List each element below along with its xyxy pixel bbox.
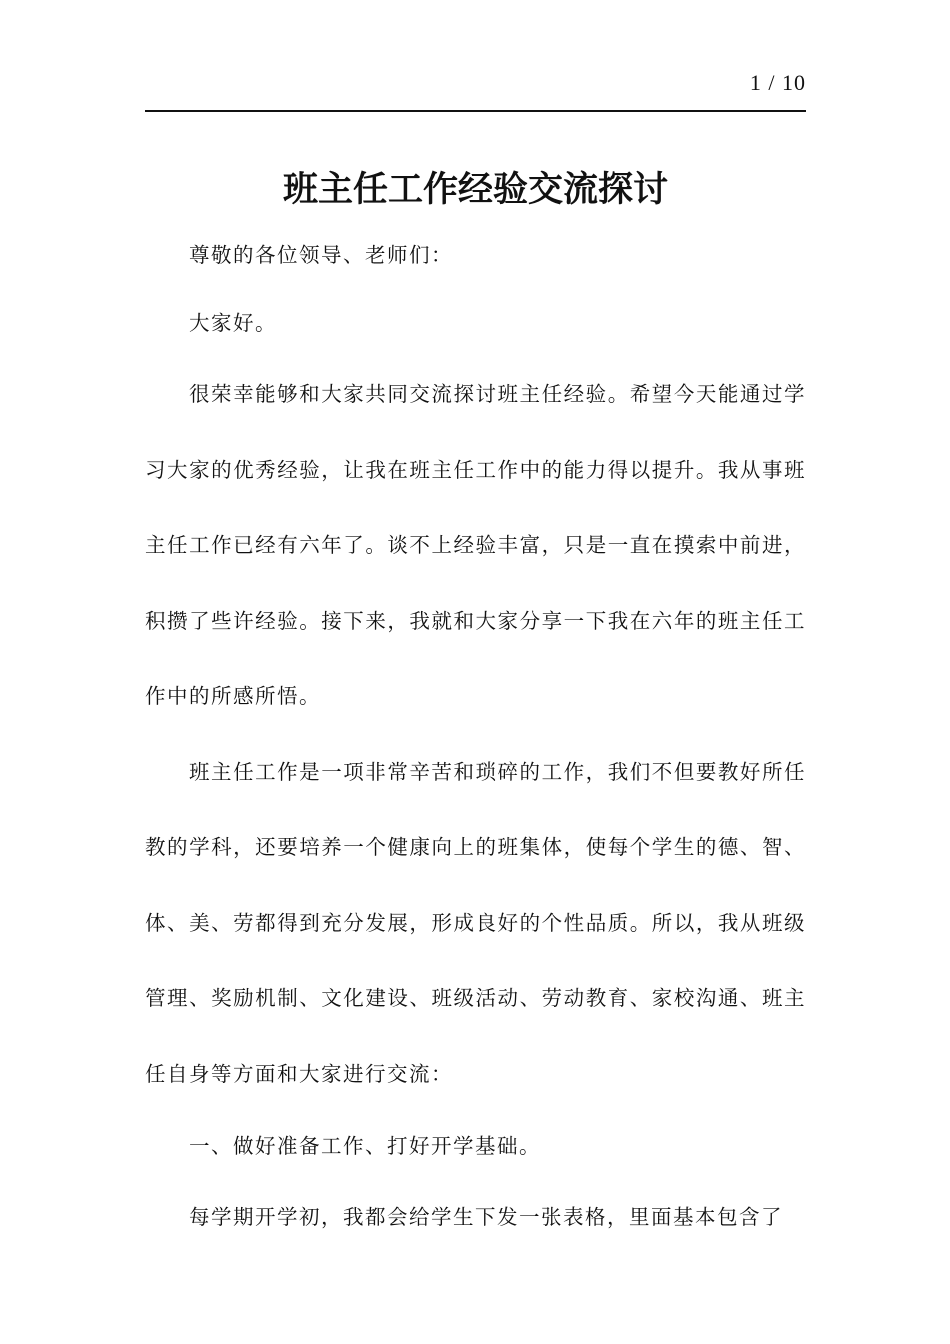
- document-body: [145, 221, 806, 1256]
- body-paragraph: 班主任工作是一项非常辛苦和琐碎的工作，我们不但要教好所任教的学科，还要培养一个健康向上的班集体，使每个学生的德、智、体、美、劳都得到充分发展，形成良好的个性品质。所以，我从班级管理、奖励机制、文化建设、班级活动、劳动教育、家校沟通、班主任自身等方面和大家进行交流：: [145, 759, 806, 1086]
- page-number: 1 / 10: [749, 70, 806, 95]
- section-heading: 一、做好准备工作、打好开学基础。: [189, 1134, 541, 1158]
- body-paragraph: 每学期开学初，我都会给学生下发一张表格，里面基本包含了: [189, 1205, 783, 1229]
- body-paragraph: 很荣幸能够和大家共同交流探讨班主任经验。希望今天能通过学习大家的优秀经验，让我在班主任工作中的能力得以提升。我从事班主任工作已经有六年了。谈不上经验丰富，只是一直在摸索中前进，积攒了些许经验。接下来，我就和大家分享一下我在六年的班主任工作中的所感所悟。: [145, 382, 806, 708]
- greeting-paragraph: 大家好。: [189, 311, 277, 335]
- salutation-paragraph: 尊敬的各位领导、老师们：: [189, 243, 453, 267]
- document-title: 班主任工作经验交流探讨: [282, 170, 668, 210]
- header-divider: [145, 110, 806, 112]
